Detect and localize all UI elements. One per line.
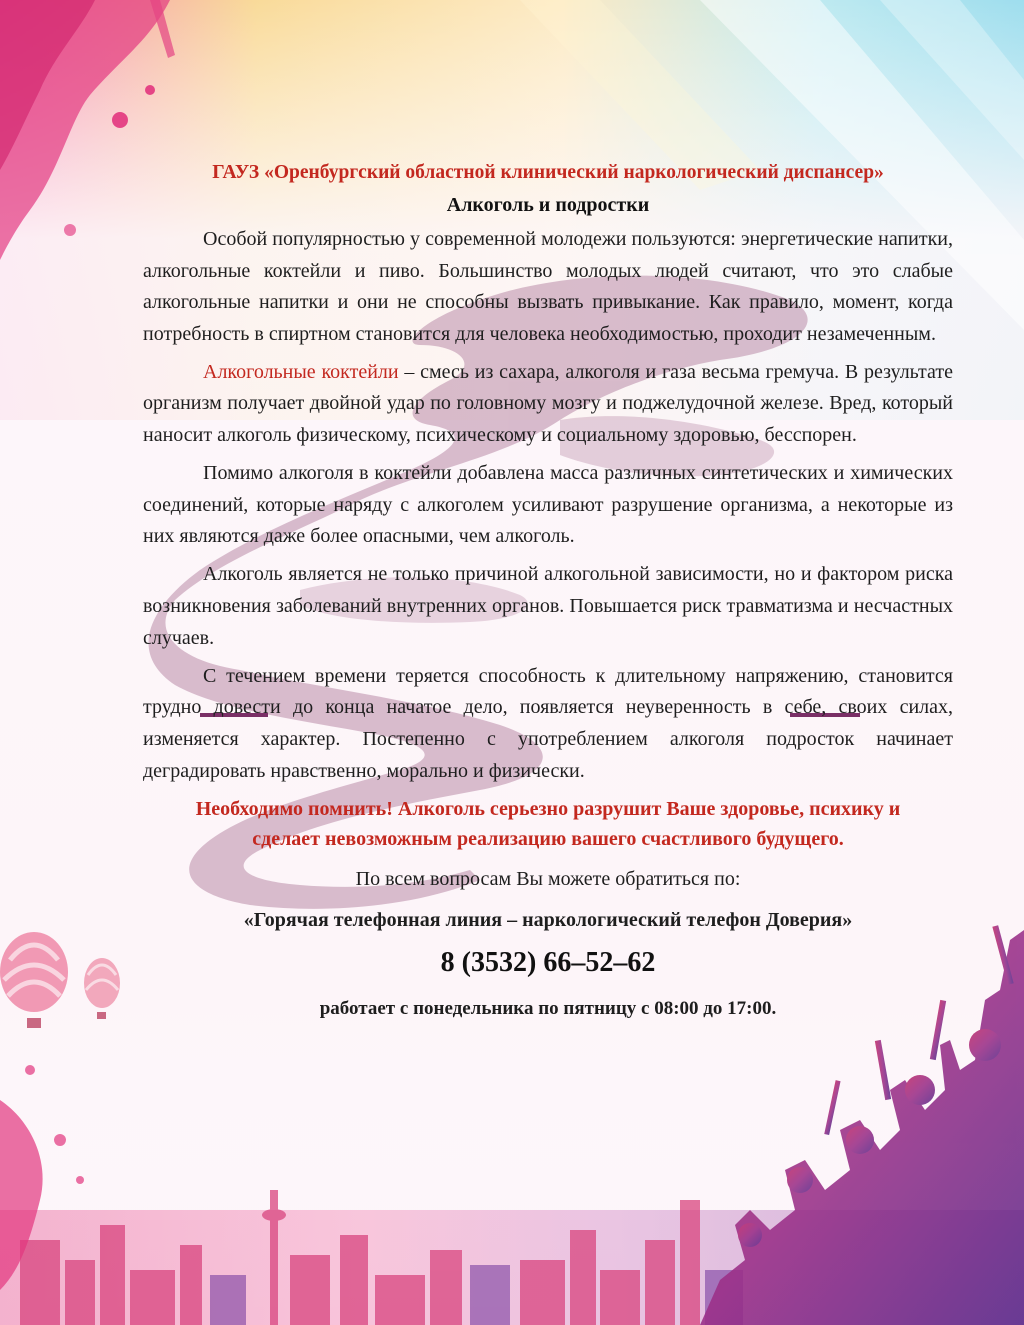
paragraph-1: Особой популярностью у современной молодежи пользуются: энергетические напитки, алкогольные коктейли и пиво. Большинство молодых людей считают, что это слабые алкогольные напитки и они не способны вызвать привыкание. Как правило, момент, когда потребность в спиртном становится для человека необходимостью, проходит незамеченным. (143, 228, 953, 345)
document-body (143, 160, 953, 1024)
document-title: Алкоголь и подростки (446, 194, 650, 216)
contact-intro: По всем вопросам Вы можете обратиться по: (355, 867, 741, 890)
paragraph-5: С течением времени теряется способность к длительному напряжению, становится трудно довести до конца начатое дело, появляется неуверенность в себе, своих силах, изменяется характер. Постепенно с употреблением алкоголя подросток начинает деградировать нравственно, морально и физически. (143, 664, 953, 782)
paragraph-3: Помимо алкоголя в коктейли добавлена масса различных синтетических и химических соединений, которые наряду с алкоголем усиливают разрушение организма, а некоторые из них являются даже более опасными, чем алкоголь. (143, 462, 953, 548)
working-hours: работает с понедельника по пятницу с 08:00 до 17:00. (319, 997, 777, 1019)
paragraph-2 (143, 357, 953, 452)
warning-message: Необходимо помнить! Алкоголь серьезно разрушит Ваше здоровье, психику и сделает невозможным реализацию вашего счастливого будущего. (195, 797, 901, 850)
hotline-phone: 8 (3532) 66–52–62 (440, 946, 656, 978)
hotline-name: «Горячая телефонная линия – наркологический телефон Доверия» (243, 909, 853, 932)
highlight-cocktails: Алкогольные коктейли (203, 360, 399, 383)
paragraph-2-text: – смесь из сахара, алкоголя и газа весьма гремуча. В результате организм получает двойной удар по головному мозгу и поджелудочной железе. Вред, который наносит алкоголь физическому, психическому и социальному здоровью, бесспорен. (143, 360, 954, 447)
paragraph-4: Алкоголь является не только причиной алкогольной зависимости, но и фактором риска возникновения заболеваний внутренних органов. Повышается риск травматизма и несчастных случаев. (143, 563, 953, 649)
organization-name: ГАУЗ «Оренбургский областной клинический наркологический диспансер» (212, 162, 884, 183)
